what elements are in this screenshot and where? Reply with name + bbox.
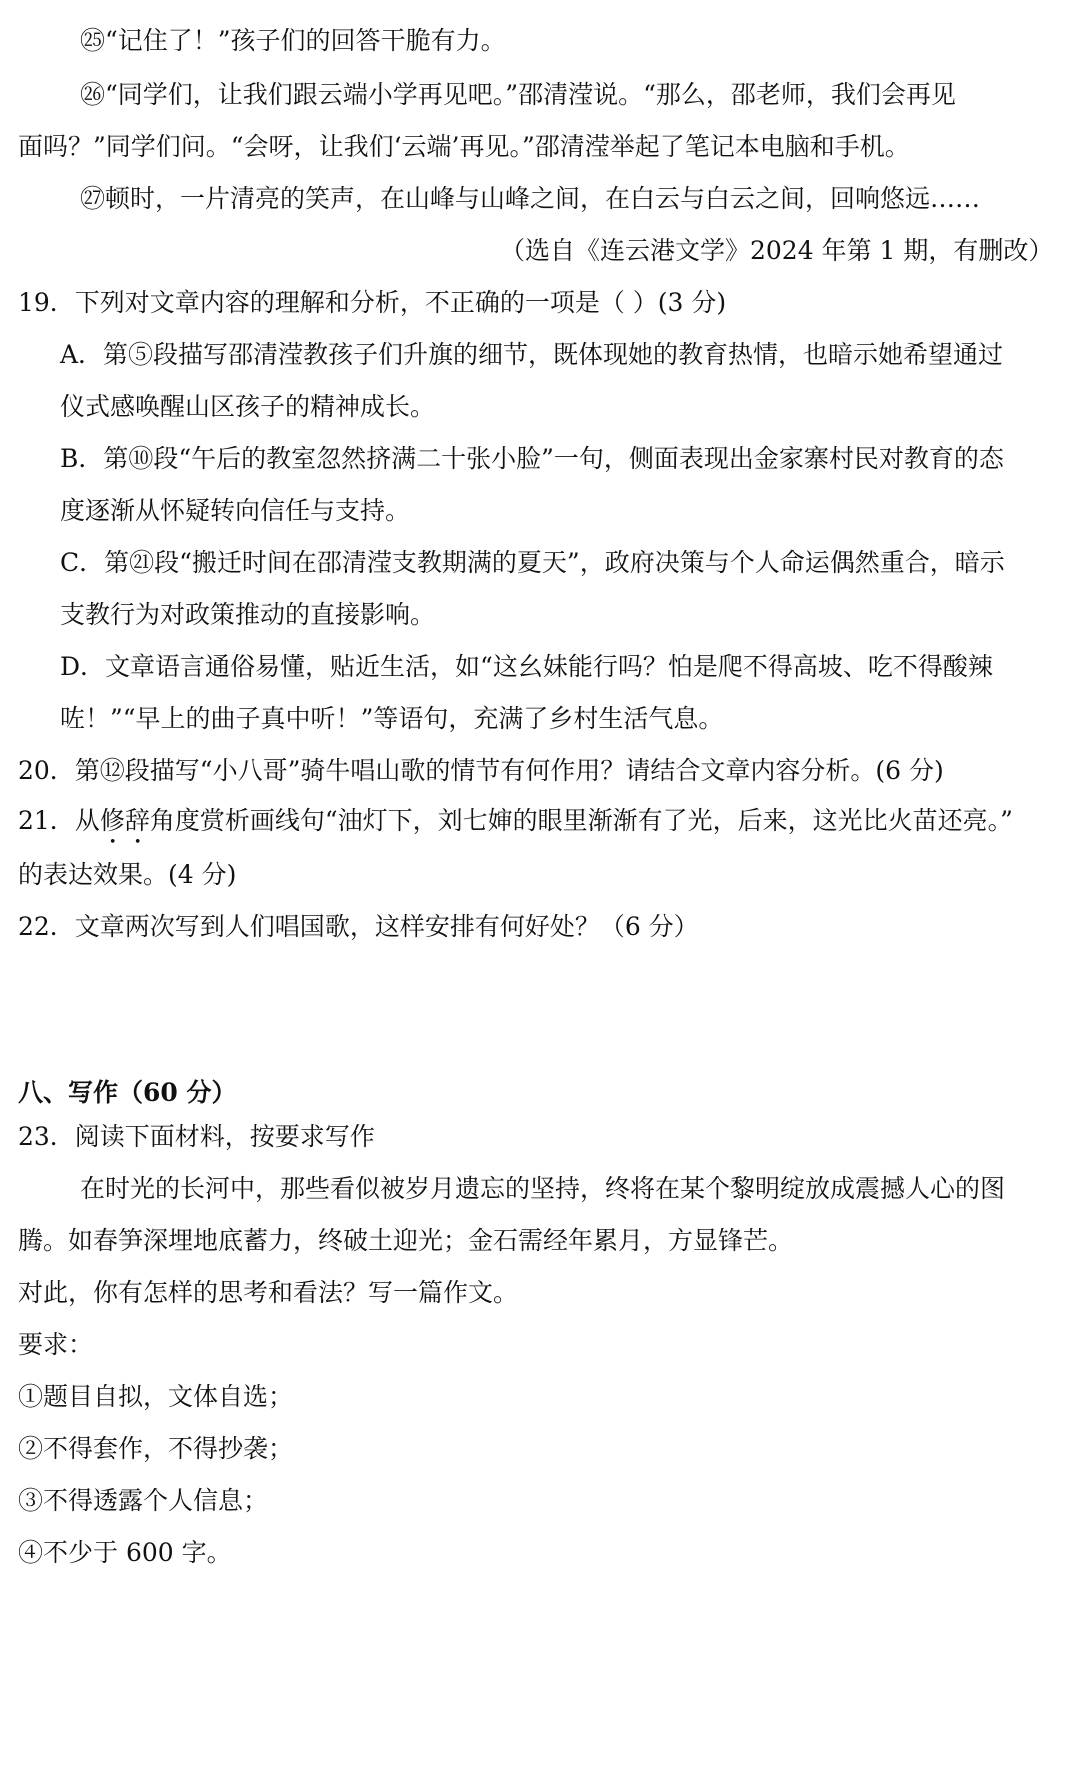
writing-material-line-1: 在时光的长河中，那些看似被岁月遗忘的坚持，终将在某个黎明绽放成震撼人心的图 <box>80 1174 1006 1203</box>
paragraph-26-line-1: ㉖“同学们，让我们跟云端小学再见吧。”邵清滢说。“那么，邵老师，我们会再见 <box>80 80 956 109</box>
paragraph-27: ㉗顿时，一片清亮的笑声，在山峰与山峰之间，在白云与白云之间，回响悠远…… <box>80 184 981 213</box>
question-21-suffix: 角度赏析画线句“油灯下，刘七婶的眼里渐渐有了光，后来，这光比火苗还亮。” <box>149 806 1013 835</box>
question-19-stem: 19．下列对文章内容的理解和分析，不正确的一项是（ ）(3 分) <box>18 288 727 317</box>
q19-option-d-line-2: 咗！”“早上的曲子真中听！”等语句，充满了乡村生活气息。 <box>60 704 724 733</box>
requirements-label: 要求： <box>18 1330 94 1359</box>
q19-option-b-line-2: 度逐渐从怀疑转向信任与支持。 <box>60 496 411 525</box>
question-21-prefix: 21．从 <box>18 806 100 835</box>
writing-section-title: 八、写作（60 分） <box>18 1078 237 1107</box>
question-23-stem: 23．阅读下面材料，按要求写作 <box>18 1122 375 1151</box>
requirement-3: ③不得透露个人信息； <box>18 1486 269 1515</box>
question-21-line-1 <box>18 804 1013 850</box>
source-citation: （选自《连云港文学》2024 年第 1 期，有删改） <box>500 236 1054 265</box>
requirement-2: ②不得套作，不得抄袭； <box>18 1434 294 1463</box>
requirement-4: ④不少于 600 字。 <box>18 1538 232 1567</box>
q19-option-b-line-1: B．第⑩段“午后的教室忽然挤满二十张小脸”一句，侧面表现出金家寨村民对教育的态 <box>60 444 1004 473</box>
question-22: 22．文章两次写到人们唱国歌，这样安排有何好处？（6 分） <box>18 912 699 941</box>
q19-option-d-line-1: D．文章语言通俗易懂，贴近生活，如“这幺妹能行吗？怕是爬不得高坡、吃不得酸辣 <box>60 652 993 681</box>
q19-option-c-line-2: 支教行为对政策推动的直接影响。 <box>60 600 436 629</box>
question-21-line-2: 的表达效果。(4 分) <box>18 860 237 889</box>
paragraph-25: ㉕“记住了！”孩子们的回答干脆有力。 <box>80 26 506 55</box>
requirement-1: ①题目自拟，文体自选； <box>18 1382 294 1411</box>
paragraph-26-line-2: 面吗？”同学们问。“会呀，让我们‘云端’再见。”邵清滢举起了笔记本电脑和手机。 <box>18 132 910 161</box>
q19-option-a-line-2: 仪式感唤醒山区孩子的精神成长。 <box>60 392 436 421</box>
question-21-emphasis: 修辞 <box>99 806 150 835</box>
q19-option-c-line-1: C．第㉑段“搬迁时间在邵清滢支教期满的夏天”，政府决策与个人命运偶然重合，暗示 <box>60 548 1005 577</box>
writing-prompt: 对此，你有怎样的思考和看法？写一篇作文。 <box>18 1278 519 1307</box>
q19-option-a-line-1: A．第⑤段描写邵清滢教孩子们升旗的细节，既体现她的教育热情，也暗示她希望通过 <box>60 340 1004 369</box>
question-20: 20．第⑫段描写“小八哥”骑牛唱山歌的情节有何作用？请结合文章内容分析。(6 分) <box>18 756 944 785</box>
writing-material-line-2: 腾。如春笋深埋地底蓄力，终破土迎光；金石需经年累月，方显锋芒。 <box>18 1226 794 1255</box>
